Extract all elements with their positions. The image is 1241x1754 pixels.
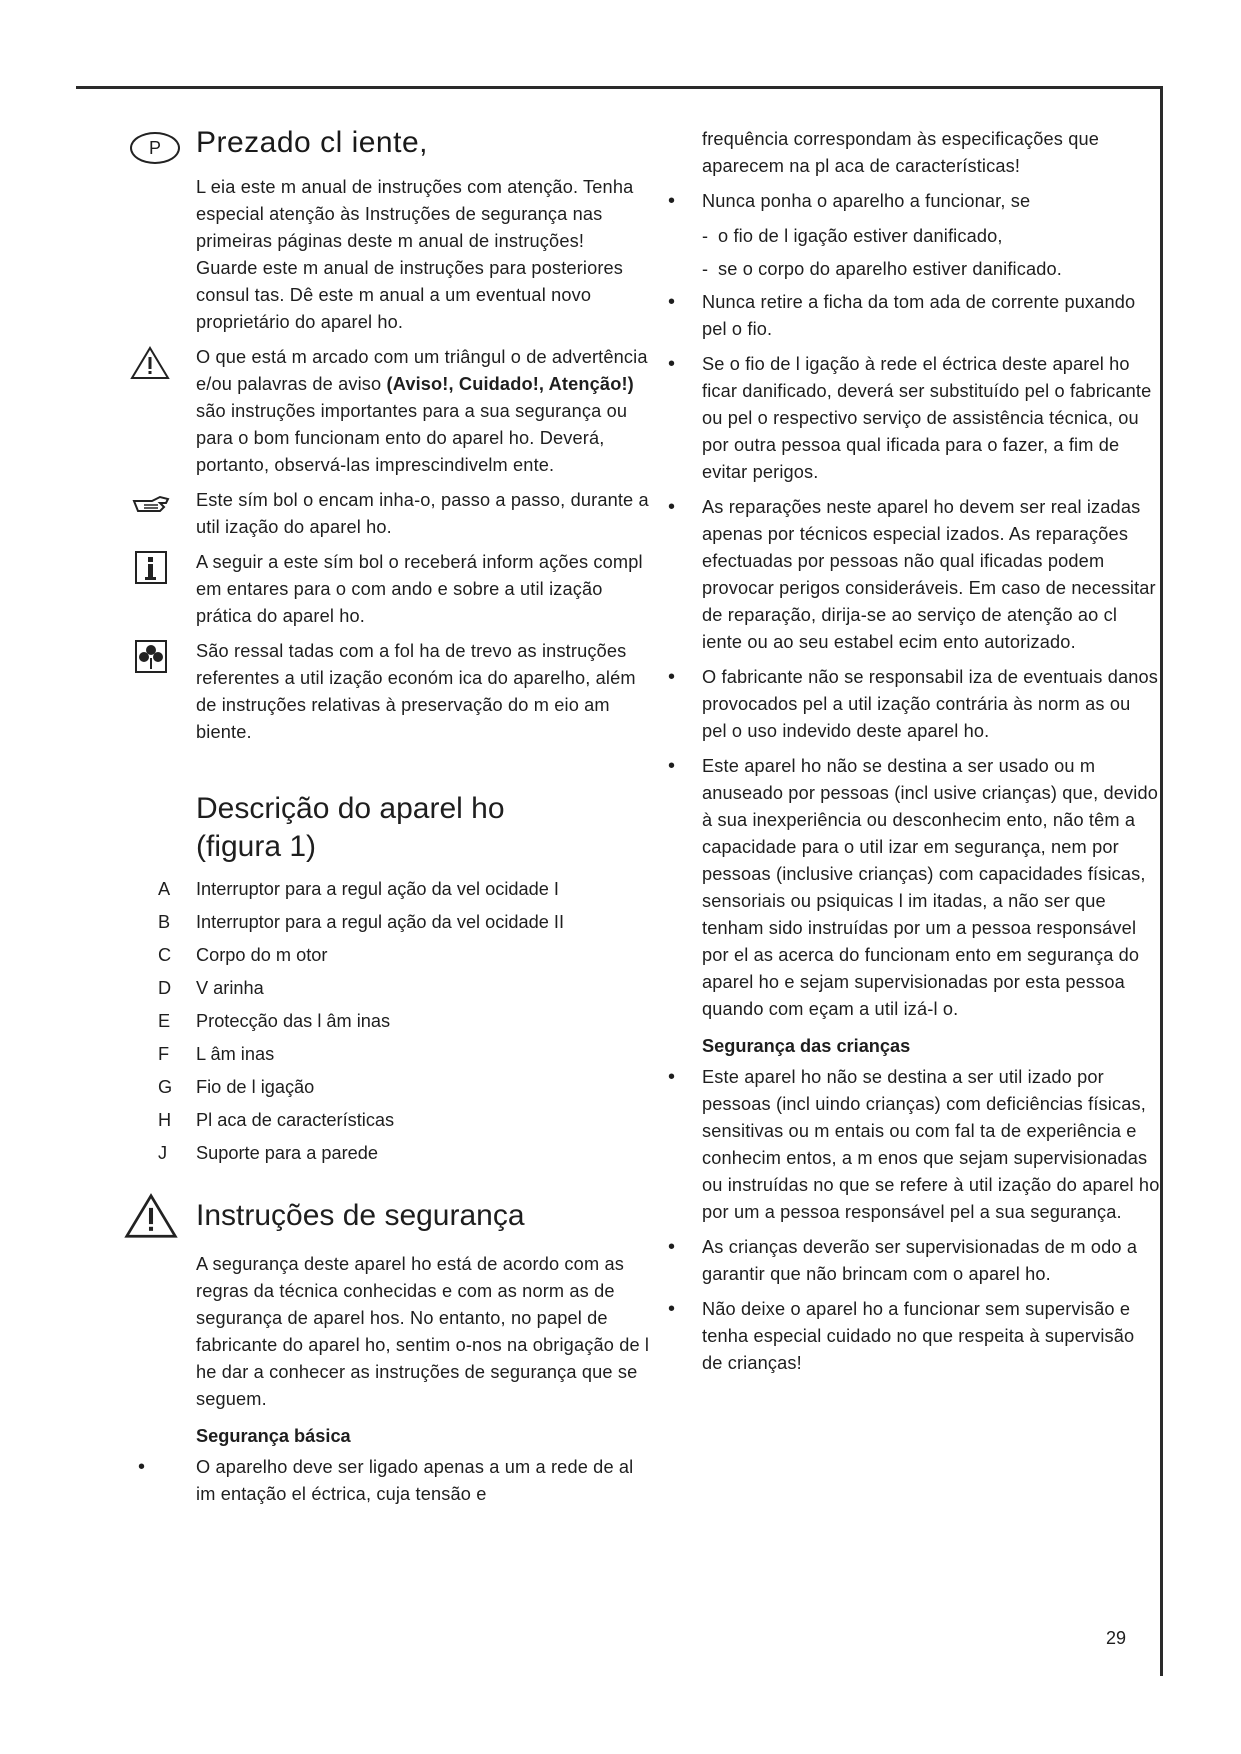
basic-safety-heading: Segurança básica [196,1426,351,1446]
safety-title: Instruções de segurança [196,1199,525,1232]
list-item [130,909,650,936]
pointing-hand-icon [130,489,170,523]
dash-text: se o corpo do aparelho estiver danificado. [718,259,1062,279]
intro-title-block [130,118,650,160]
item-letter: F [158,1044,170,1064]
bullet-item [130,1454,650,1508]
item-text: Pl aca de características [196,1110,395,1130]
item-letter: B [158,912,171,932]
clover-paragraph: São ressal tadas com a fol ha de trevo as instruções referentes a util ização económ ica do aparelho, além de instruções relativas à preservação do m eio am biente. [196,641,636,742]
item-text: Interruptor para a regul ação da vel ocidade II [196,912,565,932]
item-letter: E [158,1011,171,1031]
hand-block [130,487,650,541]
intro-title: Prezado cl iente, [196,126,428,159]
parts-list [130,876,650,1167]
info-icon [130,551,170,585]
list-item [130,1107,650,1134]
hand-paragraph: Este sím bol o encam inha-o, passo a passo, durante a util ização do aparel ho. [196,490,649,537]
bullet-item [660,664,1160,745]
list-item [130,1041,650,1068]
page-number: 29 [1106,1628,1127,1648]
warning-text-cont: são instruções importantes para a sua segurança ou para o bom funcionam ento do aparel ho. Deverá, portanto, observá-las imprescindivelm ente. [196,401,628,475]
description-title-line2: (figura 1) [196,830,317,863]
list-item [130,1074,650,1101]
bullet-item [660,188,1160,215]
bullet-item [660,753,1160,1023]
list-item [130,1140,650,1167]
warning-triangle-icon [130,346,170,380]
bullet-continuation: frequência correspondam às especificações que aparecem na pl aca de características! [702,129,1099,176]
item-letter: J [158,1143,168,1163]
info-paragraph: A seguir a este sím bol o receberá inform ações compl em entares para o com ando e sobre a util ização prática do aparel ho. [196,552,643,626]
warning-paragraph [196,344,650,479]
bullet-text: Nunca ponha o aparelho a funcionar, se [702,191,1031,211]
dash-item [660,223,1160,250]
intro-paragraph: L eia este m anual de instruções com atenção. Tenha especial atenção às Instruções de segurança nas primeiras páginas deste m anual de instruções! Guarde este m anual de instruções para posteriores consul tas. Dê este m anual a um eventual novo proprietário do aparel ho. [196,177,634,332]
bullet-text: O aparelho deve ser ligado apenas a um a rede de al im entação el éctrica, cuja tensão e [196,1457,634,1504]
description-title-block [130,790,650,866]
warning-block [130,344,650,479]
description-title [196,790,650,866]
item-letter: A [158,879,171,899]
description-title-line1: Descrição do aparel ho [196,792,505,825]
bullet-text: Este aparel ho não se destina a ser usado ou m anuseado por pessoas (incl usive crianças) que, devido à sua inexperiência ou desconhecim ento, não têm a capacidade para o util izar em segurança, nem por pessoas (inclusive crianças) com capacidades físicas, sensoriais ou psiquicas l im itadas, a não ser que tenham sido instruídas por um a pessoa responsável por el as acerca do funcionam ento em segurança do aparel ho e sejam supervisionadas por esta pessoa quando com eçam a util izá-l o. [702,756,1158,1019]
item-text: Suporte para a parede [196,1143,379,1163]
item-text: Fio de l igação [196,1077,315,1097]
item-text: Protecção das l âm inas [196,1011,391,1031]
item-text: Interruptor para a regul ação da vel ocidade I [196,879,559,899]
children-safety-heading: Segurança das crianças [702,1036,911,1056]
item-text: V arinha [196,978,264,998]
right-rule [1160,86,1163,1676]
safety-title-block [130,1197,650,1235]
bullet-text: Este aparel ho não se destina a ser util izado por pessoas (incl uindo crianças) com deficiências físicas, sensitivas ou m entais ou com fal ta de experiência e conhecim entos, a m enos que sejam supervisionadas ou instruídas no que se refere à util ização do aparel ho por um a pessoa responsável pel a sua segurança. [702,1067,1160,1222]
bullet-text: Se o fio de l igação à rede el éctrica deste aparel ho ficar danificado, deverá ser substituído pel o fabricante ou pel o respectivo serviço de assistência técnica, ou por outra pessoa qual ificada para o fazer, a fim de evitar perigos. [702,354,1152,482]
bullet-text: As reparações neste aparel ho devem ser real izadas apenas por técnicos especial izados. As reparações efectuadas por pessoas não qual ificadas podem provocar perigos consideráveis. Em caso de necessitar de reparação, dirija-se ao serviço de atenção ao cl iente ou ao seu estabel ecim ento autorizado. [702,497,1156,652]
top-rule [76,86,1163,89]
item-letter: G [158,1077,173,1097]
safety-intro-block [130,1251,650,1450]
safety-intro: A segurança deste aparel ho está de acordo com as regras da técnica conhecidas e com as norm as de segurança de aparel hos. No entanto, no papel de fabricante do aparel ho, sentim o-nos na obrigação de l he dar a conhecer as instruções de segurança que se seguem. [196,1254,650,1409]
bullet-item [660,289,1160,343]
dash-item [660,256,1160,283]
bullet-item [660,1234,1160,1288]
bullet-text: O fabricante não se responsabil iza de eventuais danos provocados pel a util ização contrária às norm as ou pel o uso indevido deste aparel ho. [702,667,1159,741]
item-text: L âm inas [196,1044,275,1064]
item-text: Corpo do m otor [196,945,328,965]
bullet-text: Nunca retire a ficha da tom ada de corrente puxando pel o fio. [702,292,1136,339]
language-badge: P [130,132,180,164]
bullet-item [660,494,1160,656]
warning-triangle-icon [124,1193,178,1239]
item-letter: H [158,1110,172,1130]
bullet-item [660,1064,1160,1226]
bullet-text: Não deixe o aparel ho a funcionar sem supervisão e tenha especial cuidado no que respeita à supervisão de crianças! [702,1299,1135,1373]
list-item [130,1008,650,1035]
item-letter: D [158,978,172,998]
warning-keywords: (Aviso!, Cuidado!, Atenção!) [386,374,634,394]
bullet-item [660,1296,1160,1377]
right-column [660,126,1160,1385]
list-item [130,975,650,1002]
info-block [130,549,650,630]
dash-text: o fio de l igação estiver danificado, [718,226,1003,246]
left-column [130,118,650,1516]
bullet-text: As crianças deverão ser supervisionadas de m odo a garantir que não brincam com o aparel ho. [702,1237,1138,1284]
item-letter: C [158,945,172,965]
list-item [130,876,650,903]
list-item [130,942,650,969]
clover-icon [130,640,170,674]
intro-paragraph-block [130,174,650,336]
warning-text: O que está m arcado com um triângul o de advertência e/ou palavras de aviso [196,347,648,394]
clover-block [130,638,650,746]
bullet-item [660,351,1160,486]
